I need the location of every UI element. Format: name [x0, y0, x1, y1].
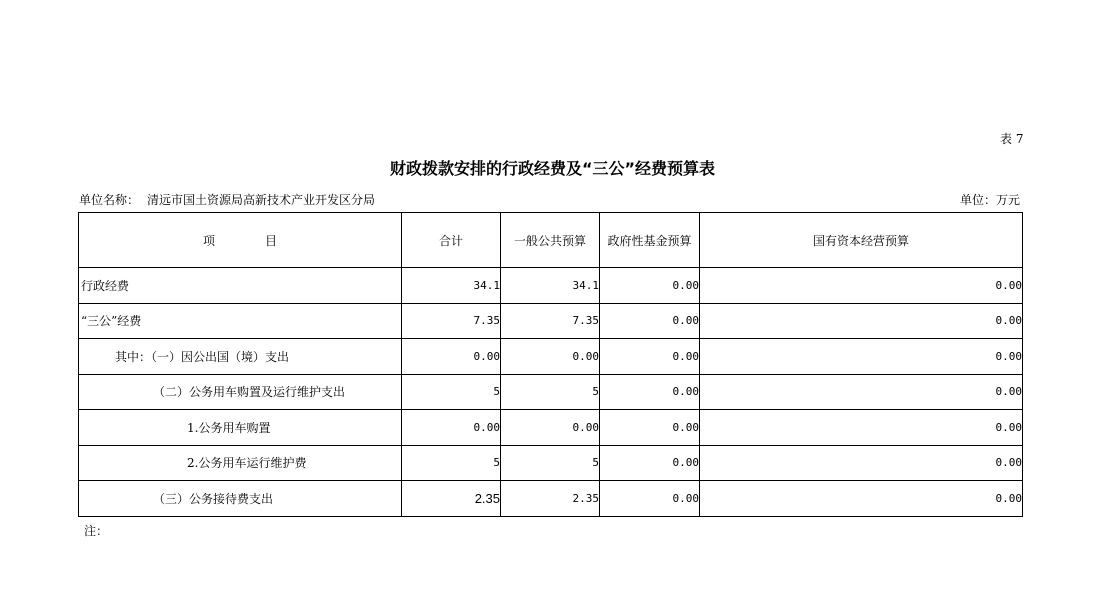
table-row: [79, 374, 1023, 410]
row-general: 34.1: [501, 268, 600, 304]
row-general: 0.00: [501, 339, 600, 375]
row-item: （三）公务接待费支出: [79, 481, 402, 517]
header-state-capital-budget: 国有资本经营预算: [700, 213, 1023, 268]
row-general: 2.35: [501, 481, 600, 517]
row-gov-fund: 0.00: [600, 481, 700, 517]
row-gov-fund: 0.00: [600, 410, 700, 446]
table-row: [79, 445, 1023, 481]
row-total: 5: [402, 374, 501, 410]
row-item: 其中：（一）因公出国（境）支出: [79, 339, 402, 375]
row-general: 5: [501, 374, 600, 410]
row-gov-fund: 0.00: [600, 339, 700, 375]
row-gov-fund: 0.00: [600, 374, 700, 410]
header-general-budget: 一般公共预算: [501, 213, 600, 268]
header-item: 项 目: [79, 213, 402, 268]
table-row: [79, 268, 1023, 304]
row-item: 2.公务用车运行维护费: [79, 445, 402, 481]
row-gov-fund: 0.00: [600, 303, 700, 339]
table-row: [79, 339, 1023, 375]
row-general: 0.00: [501, 410, 600, 446]
organization-label: 单位名称：: [79, 193, 140, 207]
row-item: （二）公务用车购置及运行维护支出: [79, 374, 402, 410]
row-state-capital: 0.00: [700, 339, 1023, 375]
row-item: 1.公务用车购置: [79, 410, 402, 446]
row-state-capital: 0.00: [700, 481, 1023, 517]
header-gov-fund-budget: 政府性基金预算: [600, 213, 700, 268]
amount-unit: 单位：万元: [960, 193, 1021, 207]
organization-line: [79, 191, 375, 208]
row-item: 行政经费: [79, 268, 402, 304]
row-total: 2.35: [402, 481, 501, 517]
note-label: 注：: [84, 524, 109, 538]
row-item: “三公”经费: [79, 303, 402, 339]
row-state-capital: 0.00: [700, 445, 1023, 481]
row-total: 0.00: [402, 410, 501, 446]
row-total: 5: [402, 445, 501, 481]
table-row: [79, 481, 1023, 517]
organization-name: 清远市国土资源局高新技术产业开发区分局: [147, 193, 376, 207]
table-row: [79, 410, 1023, 446]
row-total: 0.00: [402, 339, 501, 375]
row-state-capital: 0.00: [700, 374, 1023, 410]
row-state-capital: 0.00: [700, 410, 1023, 446]
table-header-row: [79, 213, 1023, 268]
row-gov-fund: 0.00: [600, 445, 700, 481]
row-total: 34.1: [402, 268, 501, 304]
row-general: 7.35: [501, 303, 600, 339]
table-row: [79, 303, 1023, 339]
budget-table: [78, 212, 1023, 517]
table-number: 表 7: [1000, 132, 1024, 146]
row-total: 7.35: [402, 303, 501, 339]
row-general: 5: [501, 445, 600, 481]
row-state-capital: 0.00: [700, 303, 1023, 339]
row-state-capital: 0.00: [700, 268, 1023, 304]
header-total: 合计: [402, 213, 501, 268]
row-gov-fund: 0.00: [600, 268, 700, 304]
page-title: 财政拨款安排的行政经费及“三公”经费预算表: [389, 159, 716, 178]
